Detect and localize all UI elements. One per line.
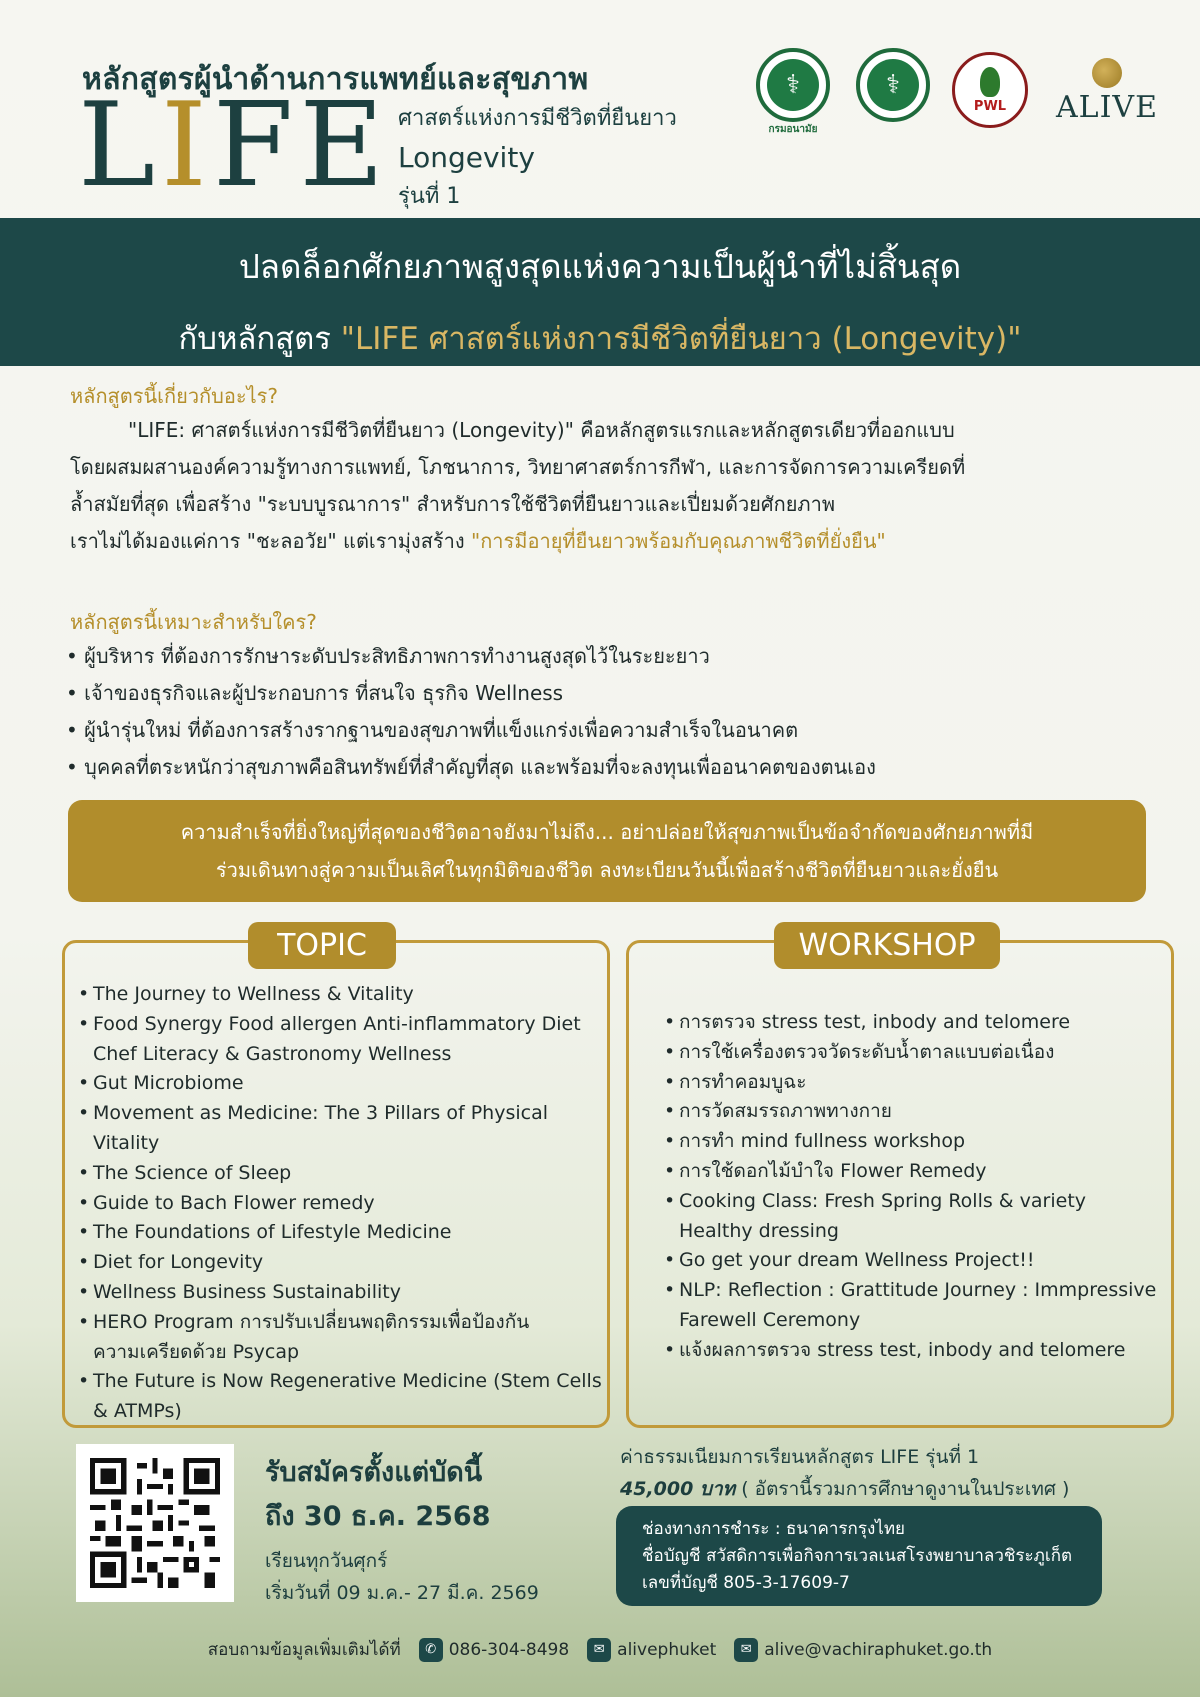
list-item: • การใช้เครื่องตรวจวัดระดับน้ำตาลแบบต่อเนื่อง (664, 1038, 1164, 1068)
topic-list (78, 980, 602, 1427)
registration-qr-code[interactable] (76, 1444, 234, 1602)
pwl-logo (952, 52, 1028, 128)
list-item: • Gut Microbiome (78, 1069, 602, 1099)
life-logo (78, 78, 391, 213)
about-line-4-highlight: "การมีอายุที่ยืนยาวพร้อมกับคุณภาพชีวิตที่ยั่งยืน" (471, 529, 886, 553)
line-icon: ✉ (587, 1638, 611, 1662)
fee-amount: 45,000 บาท (620, 1478, 736, 1500)
qr-code-icon (90, 1458, 220, 1588)
callout-line-2: ร่วมเดินทางสู่ความเป็นเลิศในทุกมิติของชีวิต ลงทะเบียนวันนี้เพื่อสร้างชีวิตที่ยืนยาวและยั่งยืน (215, 858, 999, 882)
banner-line-2-prefix: กับหลักสูตร (178, 321, 341, 357)
phone-number: 086-304-8498 (448, 1639, 570, 1660)
payment-box (616, 1506, 1102, 1606)
list-item: • แจ้งผลการตรวจ stress test, inbody and telomere (664, 1336, 1164, 1366)
list-item: • Food Synergy Food allergen Anti-inflammatory Diet Chef Literacy & Gastronomy Wellness (78, 1010, 602, 1070)
payment-account-name: ชื่อบัญชี สวัสดิการเพื่อกิจการเวลเนสโรงพยาบาลวชิระภูเก็ต (642, 1546, 1073, 1566)
subtitle-en: Longevity (398, 141, 535, 174)
list-item: • The Journey to Wellness & Vitality (78, 980, 602, 1010)
subtitle-th: ศาสตร์แห่งการมีชีวิตที่ยืนยาว (398, 106, 677, 131)
audience-question: หลักสูตรนี้เหมาะสำหรับใคร? (70, 610, 317, 634)
class-day: เรียนทุกวันศุกร์ (265, 1550, 388, 1572)
list-item: • Go get your dream Wellness Project!! (664, 1246, 1164, 1276)
subtitle-block (398, 100, 677, 213)
list-item: • เจ้าของธุรกิจและผู้ประกอบการ ที่สนใจ ธุรกิจ Wellness (66, 675, 1156, 712)
class-dates: เริ่มวันที่ 09 ม.ค.- 27 มี.ค. 2569 (265, 1582, 539, 1604)
fee-line (620, 1474, 1069, 1504)
banner-line-2 (0, 313, 1200, 363)
audience-list (66, 638, 1156, 786)
list-item: • Wellness Business Sustainability (78, 1278, 602, 1308)
hospital-seal-icon: ⚕ (856, 48, 930, 122)
list-item: • Diet for Longevity (78, 1248, 602, 1278)
list-item: • การทำคอมบูฉะ (664, 1068, 1164, 1098)
course-title: หลักสูตรผู้นำด้านการแพทย์และสุขภาพ (82, 62, 589, 97)
about-line-1: "LIFE: ศาสตร์แห่งการมีชีวิตที่ยืนยาว (Longevity)" คือหลักสูตรแรกและหลักสูตรเดียวที่ออกแบบ (128, 418, 955, 442)
list-item: • การทำ mind fullness workshop (664, 1127, 1164, 1157)
contact-label: สอบถามข้อมูลเพิ่มเติมได้ที่ (207, 1640, 401, 1660)
workshop-label: WORKSHOP (774, 922, 1000, 969)
logo-letter-i: I (161, 78, 213, 213)
list-item: • NLP: Reflection : Grattitude Journey : Immpressive Farewell Ceremony (664, 1276, 1164, 1336)
banner-line-2-highlight: "LIFE ศาสตร์แห่งการมีชีวิตที่ยืนยาว (Longevity)" (340, 321, 1022, 357)
payment-channel: ช่องทางการชำระ : ธนาคารกรุงไทย (642, 1519, 905, 1539)
contact-email[interactable] (734, 1638, 992, 1662)
about-question: หลักสูตรนี้เกี่ยวกับอะไร? (70, 384, 279, 408)
list-item: • The Foundations of Lifestyle Medicine (78, 1218, 602, 1248)
headline-banner (0, 218, 1200, 366)
list-item: • HERO Program การปรับเปลี่ยนพฤติกรรมเพื่อป้องกันความเครียดด้วย Psycap (78, 1308, 602, 1368)
moph-logo (748, 48, 838, 137)
banner-line-1: ปลดล็อกศักยภาพสูงสุดแห่งความเป็นผู้นำที่ไม่สิ้นสุด (238, 247, 962, 286)
payment-account-number: เลขที่บัญชี 805-3-17609-7 (642, 1573, 850, 1593)
list-item: • Guide to Bach Flower remedy (78, 1189, 602, 1219)
list-item: • Movement as Medicine: The 3 Pillars of Physical Vitality (78, 1099, 602, 1159)
email-icon: ✉ (734, 1638, 758, 1662)
contact-phone[interactable] (419, 1638, 569, 1662)
list-item: • การตรวจ stress test, inbody and telomere (664, 1008, 1164, 1038)
moph-seal-icon: ⚕ (756, 48, 830, 122)
fee-note: ( อัตรานี้รวมการศึกษาดูงานในประเทศ ) (735, 1478, 1070, 1500)
callout-box (68, 800, 1146, 902)
alive-wordmark: ALIVE (1055, 90, 1158, 125)
about-line-3: ล้ำสมัยที่สุด เพื่อสร้าง "ระบบบูรณาการ" สำหรับการใช้ชีวิตที่ยืนยาวและเปี่ยมด้วยศักยภาพ (70, 492, 836, 516)
phone-icon: ✆ (419, 1638, 443, 1662)
pwl-text: PWL (973, 98, 1007, 114)
pwl-leaf-icon (980, 67, 1000, 97)
contact-line[interactable] (587, 1638, 716, 1662)
list-item: • Cooking Class: Fresh Spring Rolls & variety Healthy dressing (664, 1187, 1164, 1247)
topic-label: TOPIC (248, 922, 396, 969)
about-line-2: โดยผสมผสานองค์ความรู้ทางการแพทย์, โภชนาการ, วิทยาศาสตร์การกีฬา, และการจัดการความเครียดที่ (70, 455, 966, 479)
fee-title: ค่าธรรมเนียมการเรียนหลักสูตร LIFE รุ่นที่ 1 (620, 1446, 980, 1468)
callout-line-1: ความสำเร็จที่ยิ่งใหญ่ที่สุดของชีวิตอาจยังมาไม่ถึง... อย่าปล่อยให้สุขภาพเป็นข้อจำกัดของศักยภาพที่มี (180, 820, 1034, 844)
line-id: alivephuket (617, 1639, 717, 1660)
list-item: • การใช้ดอกไม้บำใจ Flower Remedy (664, 1157, 1164, 1187)
list-item: • ผู้บริหาร ที่ต้องการรักษาระดับประสิทธิภาพการทำงานสูงสุดไว้ในระยะยาว (66, 638, 1156, 675)
contact-bar (0, 1636, 1200, 1663)
logo-letter-e: E (299, 78, 391, 213)
workshop-list (664, 1008, 1164, 1366)
email-address: alive@vachiraphuket.go.th (764, 1639, 993, 1660)
about-line-4-prefix: เราไม่ได้มองแค่การ "ชะลอวัย" แต่เรามุ่งสร้าง (70, 529, 471, 553)
alive-mark-icon (1092, 58, 1122, 88)
registration-open-title: รับสมัครตั้งแต่บัดนี้ (265, 1457, 483, 1488)
list-item: • The Science of Sleep (78, 1159, 602, 1189)
alive-logo (1042, 58, 1172, 125)
list-item: • การวัดสมรรถภาพทางกาย (664, 1097, 1164, 1127)
list-item: • The Future is Now Regenerative Medicine (Stem Cells & ATMPs) (78, 1367, 602, 1427)
batch-label: รุ่นที่ 1 (398, 184, 461, 209)
about-body (70, 412, 1150, 560)
hospital-logo (856, 48, 930, 122)
logo-letter-l: L (78, 78, 162, 213)
list-item: • บุคคลที่ตระหนักว่าสุขภาพคือสินทรัพย์ที่สำคัญที่สุด และพร้อมที่จะลงทุนเพื่ออนาคตของตนเอง (66, 749, 1156, 786)
registration-deadline: ถึง 30 ธ.ค. 2568 (265, 1501, 491, 1532)
moph-caption: กรมอนามัย (768, 124, 818, 135)
logo-letter-f: F (212, 78, 300, 213)
list-item: • ผู้นำรุ่นใหม่ ที่ต้องการสร้างรากฐานของสุขภาพที่แข็งแกร่งเพื่อความสำเร็จในอนาคต (66, 712, 1156, 749)
